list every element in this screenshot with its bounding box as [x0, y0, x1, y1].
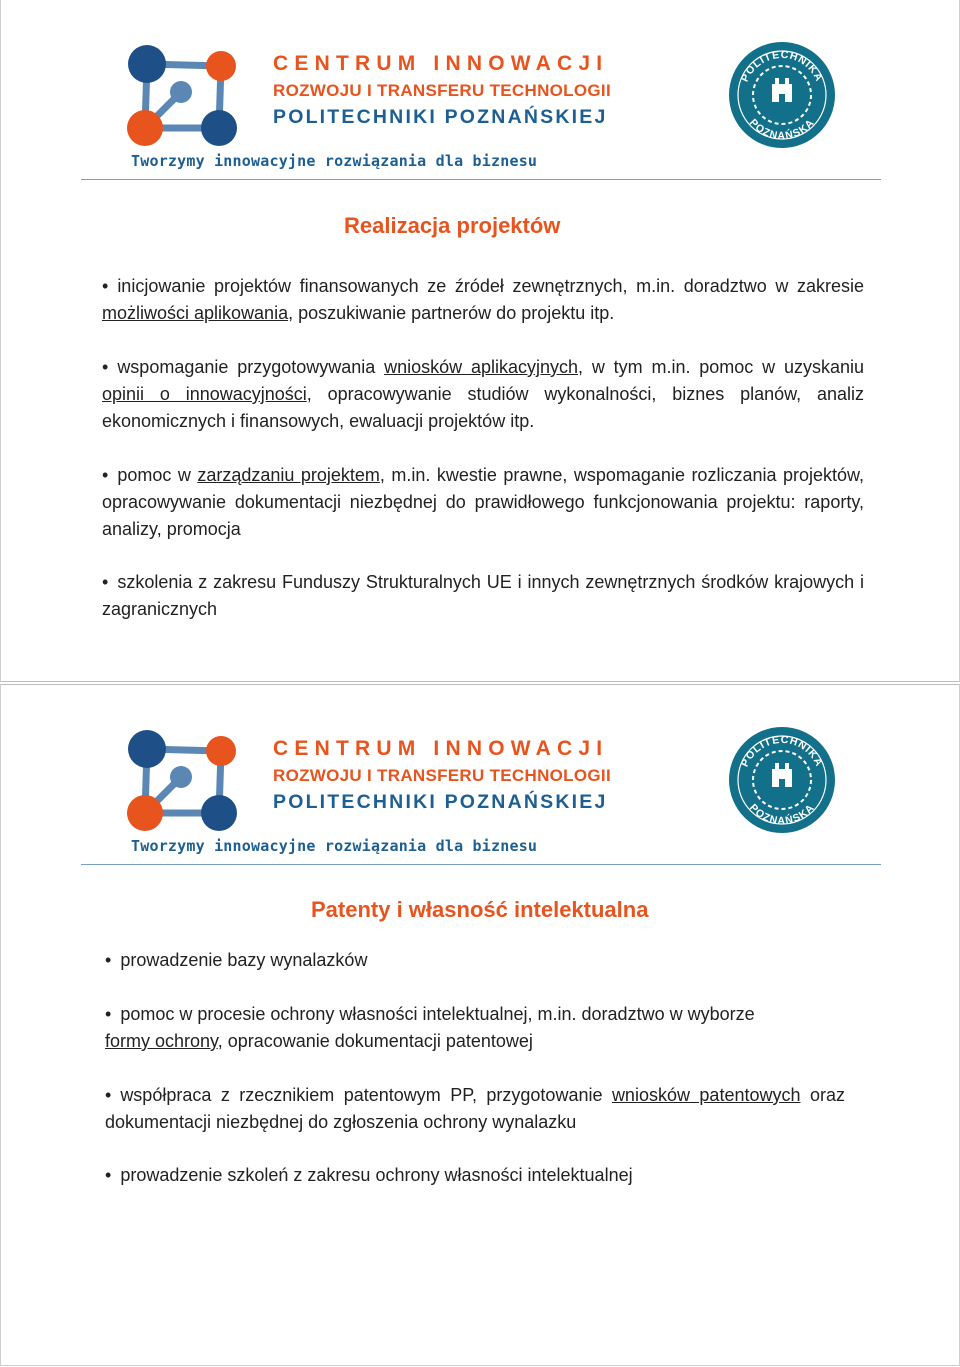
- underlined-term: możliwości aplikowania: [102, 303, 289, 323]
- tagline: Tworzymy innowacyjne rozwiązania dla biznesu: [131, 152, 538, 170]
- underlined-term: zarządzaniu projektem: [197, 465, 380, 485]
- svg-text:POZNAŃSKA: POZNAŃSKA: [746, 116, 818, 143]
- brand-line-3: POLITECHNIKI POZNAŃSKIEJ: [273, 106, 608, 128]
- svg-text:POLITECHNIKA: POLITECHNIKA: [738, 48, 826, 84]
- slide-title: Realizacja projektów: [344, 213, 561, 238]
- brand-name: [273, 52, 693, 130]
- slide-title: Patenty i własność intelektualna: [311, 897, 649, 922]
- list-item: • szkolenia z zakresu Funduszy Strukturalnych UE i innych zewnętrznych środków krajowych i zagranicznych: [102, 572, 864, 619]
- svg-text:POLITECHNIKA: POLITECHNIKA: [738, 733, 826, 769]
- molecule-logo-icon: [121, 40, 241, 150]
- university-seal-icon: [727, 40, 837, 150]
- brand-line-1: CENTRUM INNOWACJI: [273, 52, 609, 75]
- underlined-term: wniosków patentowych: [611, 1085, 801, 1105]
- header-divider: [81, 864, 881, 865]
- underlined-term: formy ochrony: [105, 1031, 218, 1051]
- list-item: • wspomaganie przygotowywania wniosków aplikacyjnych, w tym m.in. pomoc w uzyskaniu opinii o innowacyjności, opracowywanie studiów wykonalności, biznes planów, analiz ekonomicznych i finansowych, ewaluacji projektów itp.: [102, 357, 864, 431]
- brand-line-2: ROZWOJU I TRANSFERU TECHNOLOGII: [273, 766, 611, 785]
- slide-patenty: [0, 684, 960, 1366]
- list-item: • pomoc w zarządzaniu projektem, m.in. kwestie prawne, wspomaganie rozliczania projektów, opracowywanie dokumentacji niezbędnej do prawidłowego funkcjonowania projektu: raporty, analizy, promocja: [102, 465, 865, 539]
- slide-realizacja-projektow: [0, 0, 960, 682]
- molecule-logo-icon: [121, 725, 241, 835]
- underlined-term: wniosków aplikacyjnych: [384, 357, 578, 377]
- brand-line-1: CENTRUM INNOWACJI: [273, 737, 609, 760]
- brand-line-3: POLITECHNIKI POZNAŃSKIEJ: [273, 791, 608, 813]
- list-item: • prowadzenie szkoleń z zakresu ochrony własności intelektualnej: [105, 1165, 633, 1185]
- tagline: Tworzymy innowacyjne rozwiązania dla biznesu: [131, 837, 538, 855]
- list-item: • pomoc w procesie ochrony własności intelektualnej, m.in. doradztwo w wyborze formy ochrony, opracowanie dokumentacji patentowej: [105, 1004, 755, 1051]
- svg-text:POZNAŃSKA: POZNAŃSKA: [746, 801, 818, 828]
- list-item: • inicjowanie projektów finansowanych ze źródeł zewnętrznych, m.in. doradztwo w zakresie możliwości aplikowania, poszukiwanie partnerów do projektu itp.: [102, 276, 864, 323]
- header-divider: [81, 179, 881, 180]
- brand-name: [273, 737, 693, 815]
- university-seal-icon: [727, 725, 837, 835]
- list-item: • prowadzenie bazy wynalazków: [105, 950, 368, 970]
- underlined-term: opinii o innowacyjności: [102, 384, 307, 404]
- list-item: • współpraca z rzecznikiem patentowym PP, przygotowanie wniosków patentowych oraz dokumentacji niezbędnej do zgłoszenia ochrony wynalazku: [105, 1085, 845, 1132]
- brand-line-2: ROZWOJU I TRANSFERU TECHNOLOGII: [273, 81, 611, 100]
